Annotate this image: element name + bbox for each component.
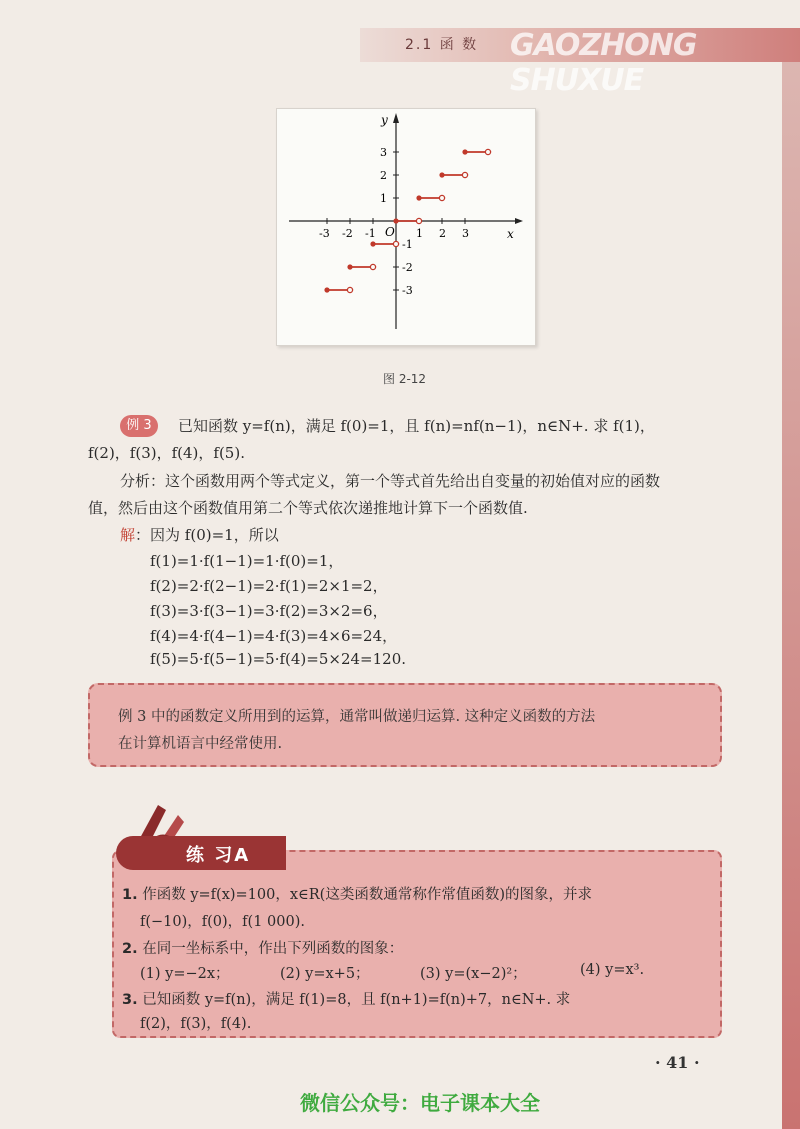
- figure-2-12: [276, 108, 536, 346]
- solution-label: 解: [120, 526, 136, 544]
- note-box: [88, 683, 722, 767]
- practice-option: (3) y=(x−2)²；: [420, 966, 527, 982]
- open-endpoint: [416, 218, 421, 223]
- y-tick-label: 2: [380, 169, 387, 182]
- example-statement-line-1: 已知函数 y=f(n)，满足 f(0)=1，且 f(n)=nf(n−1)，n∈N+. 求 f(1)，: [178, 417, 655, 435]
- closed-endpoint: [439, 172, 444, 177]
- open-endpoint: [370, 264, 375, 269]
- closed-endpoint: [370, 241, 375, 246]
- closed-endpoint: [393, 218, 398, 223]
- page-edge-stripe: [782, 62, 800, 1129]
- x-tick-label: -3: [319, 227, 330, 240]
- example-badge: 例 3: [120, 415, 158, 437]
- x-tick-label: 1: [416, 227, 423, 240]
- solution-step: f(4)=4·f(4−1)=4·f(3)=4×6=24，: [150, 627, 398, 645]
- y-tick-label: -2: [402, 261, 413, 274]
- practice-question-1: [122, 883, 592, 904]
- practice-question-1-cont: f(−10)，f(0)，f(1 000).: [140, 914, 305, 930]
- solution-step: f(2)=2·f(2−1)=2·f(1)=2×1=2，: [150, 577, 388, 595]
- open-endpoint: [393, 241, 398, 246]
- analysis-line-1: 分析：这个函数用两个等式定义，第一个等式首先给出自变量的初始值对应的函数: [120, 472, 661, 490]
- practice-option: (1) y=−2x；: [140, 966, 230, 982]
- y-tick-label: -1: [402, 238, 413, 251]
- question-text: 在同一坐标系中，作出下列函数的图象：: [142, 941, 404, 957]
- y-tick-label: 3: [380, 146, 387, 159]
- practice-option: (2) y=x+5；: [280, 966, 370, 982]
- question-text: 已知函数 y=f(n)，满足 f(1)=8，且 f(n+1)=f(n)+7，n∈N+. 求: [142, 992, 571, 1008]
- practice-question-3-cont: f(2)，f(3)，f(4).: [140, 1016, 252, 1032]
- open-endpoint: [462, 172, 467, 177]
- solution-intro: [120, 524, 279, 545]
- practice-question-3: [122, 988, 570, 1009]
- note-line-1: 例 3 中的函数定义所用到的运算，通常叫做递归运算. 这种定义函数的方法: [118, 709, 596, 725]
- open-endpoint: [485, 149, 490, 154]
- origin-label: O: [385, 225, 395, 239]
- section-title: 2.1 函 数: [405, 37, 479, 53]
- question-text: 作函数 y=f(x)=100，x∈R(这类函数通常称作常值函数)的图象，并求: [142, 887, 592, 903]
- x-tick-label: -2: [342, 227, 353, 240]
- solution-step: f(1)=1·f(1−1)=1·f(0)=1，: [150, 552, 344, 570]
- open-endpoint: [347, 287, 352, 292]
- figure-caption: 图 2-12: [383, 372, 427, 386]
- question-number: 3.: [122, 992, 138, 1008]
- closed-endpoint: [416, 195, 421, 200]
- y-tick-label: 1: [380, 192, 387, 205]
- x-tick-label: -1: [365, 227, 376, 240]
- practice-title: 练 习A: [186, 845, 251, 866]
- solution-intro-text: ：因为 f(0)=1，所以: [135, 526, 279, 544]
- open-endpoint: [439, 195, 444, 200]
- example-statement-line-2: f(2)，f(3)，f(4)，f(5).: [88, 444, 245, 462]
- x-tick-label: 3: [462, 227, 469, 240]
- y-axis-arrow: [393, 113, 399, 123]
- x-axis-label: x: [507, 227, 514, 241]
- y-axis-label: y: [381, 113, 388, 127]
- solution-step: f(5)=5·f(5−1)=5·f(4)=5×24=120.: [150, 650, 407, 668]
- closed-endpoint: [462, 149, 467, 154]
- analysis-line-2: 值，然后由这个函数值用第二个等式依次递推地计算下一个函数值.: [88, 499, 528, 517]
- closed-endpoint: [347, 264, 352, 269]
- solution-step: f(3)=3·f(3−1)=3·f(2)=3×2=6，: [150, 602, 388, 620]
- x-axis-arrow: [515, 218, 523, 224]
- question-number: 1.: [122, 887, 138, 903]
- page-number: · 41 ·: [655, 1053, 700, 1072]
- practice-option: (4) y=x³.: [580, 962, 645, 978]
- y-tick-label: -3: [402, 284, 413, 297]
- note-line-2: 在计算机语言中经常使用.: [118, 736, 283, 752]
- header-watermark: GAOZHONG SHUXUE: [510, 28, 697, 98]
- question-number: 2.: [122, 941, 138, 957]
- closed-endpoint: [324, 287, 329, 292]
- practice-question-2: [122, 937, 403, 958]
- x-tick-label: 2: [439, 227, 446, 240]
- step-function-graph: [277, 109, 535, 345]
- footer-watermark: 微信公众号：电子课本大全: [300, 1091, 540, 1115]
